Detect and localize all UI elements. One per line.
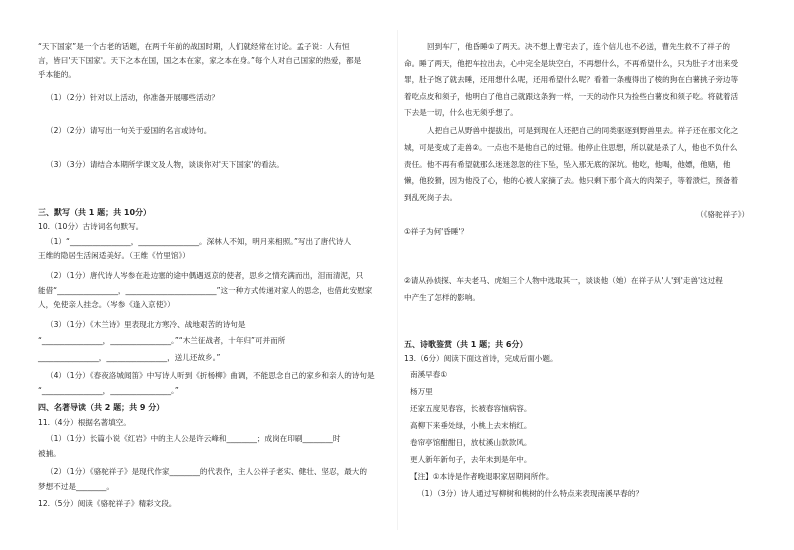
poem-line-2: 高柳下来垂处绿，小桃上去末梢红。 bbox=[410, 421, 532, 430]
question-10-2-cont2: 人，免使亲人挂念。（岑参《逢入京使》） bbox=[38, 300, 175, 309]
question-13: 13.（6分）阅读下面这首诗，完成后面小题。 bbox=[404, 354, 558, 363]
question-10: 10.（10分）古诗词名句默写。 bbox=[38, 222, 144, 231]
intro-line-1: “天下国家”是一个古老的话题，在两千年前的战国时期，人们就经常在讨论。孟子说：人有恒 bbox=[38, 42, 350, 51]
passage-line-2: 命。睡了两天，他把车拉出去，心中完全是块空白，不再想什么，不再希望什么，只为肚子才出来受 bbox=[404, 59, 739, 68]
passage-line-7: 城，可是变成了走兽②。一点也不是他自己的过错。他停止住思想，所以就是杀了人，他也不负什么 bbox=[404, 143, 738, 152]
question-2: （2）（2分）请写出一句关于爱国的名言或诗句。 bbox=[46, 126, 212, 135]
intro-line-2: 言，皆曰'天下国家'。天下之本在国，国之本在家，家之本在身。”每个人对自己国家的热爱，都是 bbox=[38, 56, 362, 65]
question-12-b: ②请从孙侦探、车夫老马、虎姐三个人物中选取其一，谈谈他（她）在祥子从'人'到'走兽'这过程 bbox=[404, 276, 723, 285]
question-10-3: （3）（1分）《木兰诗》里表现北方寒冷、战地艰苦的诗句是 bbox=[46, 320, 246, 329]
question-12: 12.（5分）阅读《骆驼祥子》精彩文段。 bbox=[38, 499, 177, 508]
column-divider bbox=[397, 30, 398, 530]
question-10-1: （1）“________________，________________。深林人不知，明月来相照。”写出了唐代诗人 bbox=[46, 237, 352, 246]
passage-line-3: 罪，肚子饱了就去睡，还用想什么呢，还用希望什么呢？看着一条瘦得出了棱的狗在白薯挑子旁边等 bbox=[404, 75, 739, 84]
intro-line-3: 乎本能的。 bbox=[38, 70, 76, 79]
question-11: 11.（4分）根据名著填空。 bbox=[38, 418, 131, 427]
poem-title: 南溪早春① bbox=[410, 370, 448, 379]
poem-line-4: 更人新年新句子，去年未到是年中。 bbox=[410, 455, 532, 464]
poem-author: 杨万里 bbox=[410, 387, 433, 396]
question-11-1-cont: 被捕。 bbox=[38, 449, 61, 458]
poem-note: 【注】①本诗是作者晚退职家居期间所作。 bbox=[410, 472, 554, 481]
question-3: （3）（3分）请结合本期所学课文及人物，谈谈你对'天下国家'的看法。 bbox=[46, 160, 284, 169]
question-11-2: （2）（1分）《骆驼祥子》是现代作家________的代表作，主人公祥子老实、健壮、坚忍，最大的 bbox=[46, 467, 367, 476]
poem-line-3: 卷帘亭馆酣酣日，放杖溪山款款风。 bbox=[410, 438, 532, 447]
passage-line-6: 人把自己从野兽中提拔出，可是到现在人还把自己的同类驱逐到野兽里去。祥子还在那文化之 bbox=[427, 126, 739, 135]
passage-line-8: 责任。他不再有希望就那么迷迷忽忽的往下坠，坠入那无底的深坑。他吃，他喝，他嫖，他赌，他 bbox=[404, 160, 731, 169]
question-12-a: ①祥子为何'昏睡'？ bbox=[404, 227, 469, 236]
question-10-3-cont2: ________________，________________，送儿还故乡。” bbox=[38, 353, 221, 362]
question-11-1: （1）（1分）长篇小说《红岩》中的主人公是许云峰和________；成岗在印刷________时 bbox=[46, 434, 341, 443]
question-10-2: （2）（1分）唐代诗人岑参在赴边塞的途中偶遇返京的使者，思乡之情充满而出，泪而清泥，只 bbox=[46, 271, 364, 280]
poem-line-1: 还家五度见春容，长被春容恼病容。 bbox=[410, 404, 532, 413]
passage-line-4: 着吃点皮和须子，他明白了他自己就跟这条狗一样，一天的动作只为捡些白薯皮和须子吃。将就着活 bbox=[404, 92, 739, 101]
question-1: （1）（2分）针对以上活动，你准备开展哪些活动？ bbox=[46, 93, 219, 102]
section-5-heading: 五、诗歌鉴赏（共 1 题；共 6分） bbox=[404, 340, 528, 349]
question-12-b-cont: 中产生了怎样的影响。 bbox=[404, 293, 480, 302]
question-10-4-cont: “________________，________________。” bbox=[38, 386, 179, 395]
passage-line-10: 到乱死岗子去。 bbox=[404, 193, 458, 202]
passage-line-1: 回到车厂，他昏睡①了两天。决不想上曹宅去了，连个信儿也不必送，曹先生救不了祥子的 bbox=[427, 42, 730, 51]
section-4-heading: 四、名著导读（共 2 题；共 9 分） bbox=[38, 403, 165, 412]
question-10-4: （4）（1分）《春夜洛城闻笛》中写诗人听到《折杨柳》曲调，不能思念自己的家乡和亲人的诗句是 bbox=[46, 371, 375, 380]
section-3-heading: 三、默写（共 1 题；共 10分） bbox=[38, 208, 152, 217]
passage-line-5: 下去是一切，什么也无须乎想了。 bbox=[404, 108, 518, 117]
passage-line-9: 懒，他狡猾，因为他没了心，他的心被人家摘了去。他只剩下那个高大的肉架子，等着溃烂，预备着 bbox=[404, 176, 739, 185]
question-10-3-cont: “________________，________________。”“木兰征战者，十年归”可并而所 bbox=[38, 336, 286, 345]
question-11-2-cont: 梦想不过是________。 bbox=[38, 482, 114, 491]
question-13-1: （1）（3分）诗人通过写柳树和桃树的什么特点来表现南溪早春的？ bbox=[417, 489, 644, 498]
passage-citation: （《骆驼祥子》） bbox=[696, 210, 750, 219]
question-10-1-cont: 王维的隐居生活闲适美好。（王维《竹里馆》） bbox=[38, 251, 190, 260]
question-10-2-cont: 能借“________________，________________________”这一种方式传递对家人的思念，也借此安慰家 bbox=[38, 286, 373, 295]
